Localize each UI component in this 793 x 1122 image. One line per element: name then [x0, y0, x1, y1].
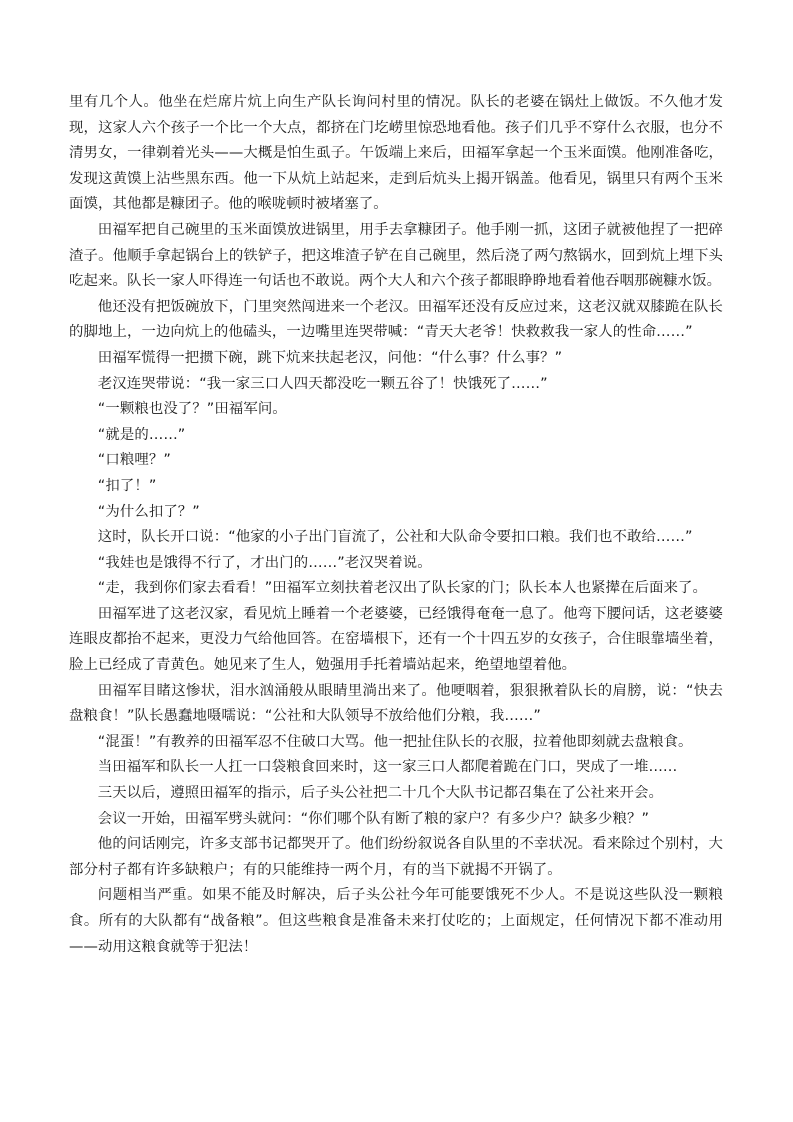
- paragraph: 会议一开始，田福军劈头就问：“你们哪个队有断了粮的家户？有多少户？缺多少粮？”: [97, 810, 650, 827]
- paragraph: “混蛋！”有教养的田福军忍不住破口大骂。他一把扯住队长的衣服，拉着他即刻就去盘粮食。: [97, 733, 693, 750]
- paragraph: 这时，队长开口说：“他家的小子出门盲流了，公社和大队命令要扣口粮。我们也不敢给……”: [97, 529, 693, 546]
- dialogue-line: “口粮哩？”: [97, 452, 171, 469]
- paragraph: 老汉连哭带说：“我一家三口人四天都没吃一颗五谷了！快饿死了……”: [97, 375, 548, 392]
- paragraph-continued: 里有几个人。他坐在烂席片炕上向生产队长询问村里的情况。队长的老婆在锅灶上做饭。不久他才发现，这家人六个孩子一个比一个大点，都挤在门圪崂里惊恐地看他。孩子们几乎不穿什么衣服，也分不清男女，一律剃着光头——大概是怕生虱子。午饭端上来后，田福军拿起一个玉米面馍。他刚准备吃，发现这黄馍上沾些黑东西。他一下从炕上站起来，走到后炕头上揭开锅盖。他看见，锅里只有两个玉米面馍，其他都是糠团子。他的喉咙顿时被堵塞了。: [69, 94, 723, 213]
- dialogue-line: “为什么扣了？”: [97, 503, 200, 520]
- paragraph: 田福军目睹这惨状，泪水汹涌般从眼睛里淌出来了。他哽咽着，狠狠揪着队长的肩膀，说：“快去盘粮食！”队长愚蠢地嗫嚅说：“公社和大队领导不放给他们分粮，我……”: [69, 682, 723, 725]
- paragraph: 田福军把自己碗里的玉米面馍放进锅里，用手去拿糠团子。他手刚一抓，这团子就被他捏了一把碎渣子。他顺手拿起锅台上的铁铲子，把这堆渣子铲在自己碗里，然后浇了两勺熬锅水，回到炕上埋下头吃起来。队长一家人吓得连一句话也不敢说。两个大人和六个孩子都眼睁睁地看着他吞咽那碗糠水饭。: [69, 221, 723, 290]
- paragraph: 他还没有把饭碗放下，门里突然闯进来一个老汉。田福军还没有反应过来，这老汉就双膝跪在队长的脚地上，一边向炕上的他磕头，一边嘴里连哭带喊：“青天大老爷！快救救我一家人的性命……”: [69, 298, 723, 341]
- dialogue-line: “就是的……”: [97, 426, 186, 443]
- paragraph: “走，我到你们家去看看！”田福军立刻扶着老汉出了队长家的门；队长本人也紧撵在后面来了。: [97, 580, 708, 597]
- paragraph: “我娃也是饿得不行了，才出门的……”老汉哭着说。: [97, 554, 432, 571]
- paragraph: 当田福军和队长一人扛一口袋粮食回来时，这一家三口人都爬着跪在门口，哭成了一堆……: [97, 759, 678, 776]
- paragraph: 他的问话刚完，许多支部书记都哭开了。他们纷纷叙说各自队里的不幸状况。看来除过个别村，大部分村子都有许多缺粮户；有的只能维持一两个月，有的当下就揭不开锅了。: [69, 836, 723, 878]
- paragraph: 田福军进了这老汉家，看见炕上睡着一个老婆婆，已经饿得奄奄一息了。他弯下腰问话，这老婆婆连眼皮都抬不起来，更没力气给他回答。在窑墙根下，还有一个十四五岁的女孩子，合住眼靠墙坐着，脸上已经成了青黄色。她见来了生人，勉强用手托着墙站起来，绝望地望着他。: [69, 605, 723, 674]
- document-page: [69, 90, 723, 960]
- dialogue-line: “一颗粮也没了？”田福军问。: [97, 401, 287, 418]
- dialogue-line: “扣了！”: [97, 477, 157, 494]
- paragraph: 问题相当严重。如果不能及时解决，后子头公社今年可能要饿死不少人。不是说这些队没一颗粮食。所有的大队都有“战备粮”。但这些粮食是准备未来打仗吃的；上面规定，任何情况下都不准动用——动用这粮食就等于犯法！: [69, 887, 723, 955]
- paragraph: 田福军慌得一把掼下碗，跳下炕来扶起老汉，问他：“什么事？什么事？”: [97, 349, 563, 366]
- paragraph: 三天以后，遵照田福军的指示，后子头公社把二十几个大队书记都召集在了公社来开会。: [97, 785, 663, 802]
